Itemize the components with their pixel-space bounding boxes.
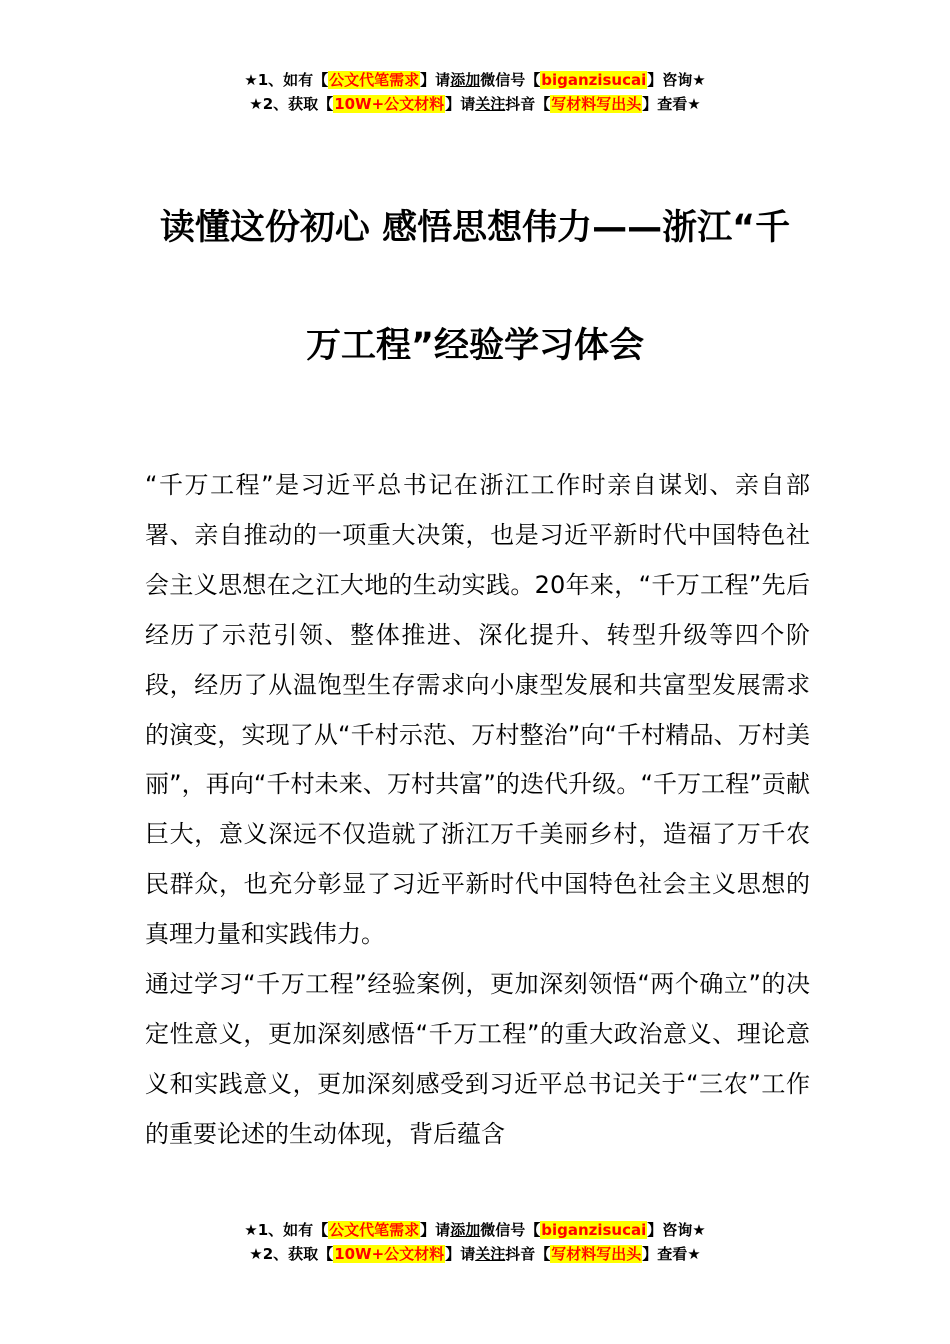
document-title-line-2: 万工程”经验学习体会: [305, 326, 644, 366]
footer-highlight-douyin: 写材料写出头: [551, 1245, 642, 1263]
banner-highlight-materials: 10W+公文材料: [334, 95, 445, 113]
document-title-line-1: 读懂这份初心 感悟思想伟力——浙江“千: [159, 208, 791, 248]
footer-highlight-wechat-id: biganzisucai: [541, 1221, 647, 1239]
footer-highlight-service: 公文代笔需求: [329, 1221, 420, 1239]
body-paragraph-1: “千万工程”是习近平总书记在浙江工作时亲自谋划、亲自部署、亲自推动的一项重大决策，也是习近平新时代中国特色社会主义思想在之江大地的生动实践。20年来，“千万工程”先后经历了示范引领、整体推进、深化提升、转型升级等四个阶段，经历了从温饱型生存需求向小康型发展和共富型发展需求的演变，实现了从“千村示范、万村整治”向“千村精品、万村美丽”，再向“千村未来、万村共富”的迭代升级。“千万工程”贡献巨大，意义深远不仅造就了浙江万千美丽乡村，造福了万千农民群众，也充分彰显了习近平新时代中国特色社会主义思想的真理力量和实践伟力。: [145, 471, 810, 949]
banner-highlight-douyin: 写材料写出头: [551, 95, 642, 113]
footer-line-2: ★2、获取【10W+公文材料】请关注抖音【写材料写出头】查看★: [249, 1245, 701, 1263]
body-paragraph-2: 通过学习“千万工程”经验案例，更加深刻领悟“两个确立”的决定性意义，更加深刻感悟“千万工程”的重大政治意义、理论意义和实践意义，更加深刻感受到习近平总书记关于“三农”工作的重要论述的生动体现，背后蕴含: [145, 970, 810, 1148]
footer-line-1: ★1、如有【公文代笔需求】请添加微信号【biganzisucai】咨询★: [244, 1221, 706, 1239]
banner-line-2: ★2、获取【10W+公文材料】请关注抖音【写材料写出头】查看★: [249, 95, 701, 113]
header-banner: [0, 68, 950, 116]
footer-banner: [0, 1218, 950, 1266]
footer-highlight-materials: 10W+公文材料: [334, 1245, 445, 1263]
banner-highlight-service: 公文代笔需求: [329, 71, 420, 89]
banner-line-1: ★1、如有【公文代笔需求】请添加微信号【biganzisucai】咨询★: [244, 71, 706, 89]
document-body: [145, 461, 810, 1160]
banner-highlight-wechat-id: biganzisucai: [541, 71, 647, 89]
